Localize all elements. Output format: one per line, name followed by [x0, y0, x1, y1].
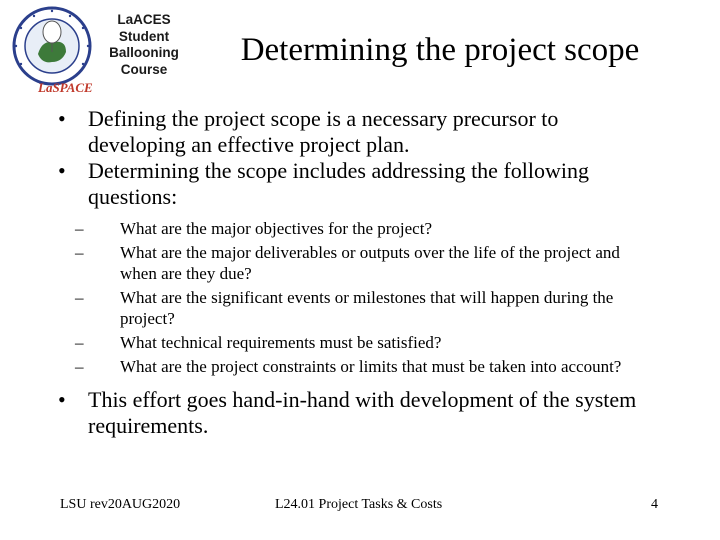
dash-icon: –: [75, 333, 84, 352]
bullet-icon: •: [58, 106, 66, 131]
bullet-item: [58, 106, 658, 158]
sub-bullet-item: [75, 356, 658, 377]
bullet-text: Defining the project scope is a necessary precursor to developing an effective project plan.: [88, 106, 559, 157]
bullet-list: [58, 106, 658, 439]
sub-bullet-text: What are the major deliverables or outputs over the life of the project and when are they due?: [120, 243, 620, 283]
sub-bullet-item: [75, 332, 658, 353]
laspace-brand: LaSPACE: [38, 80, 93, 95]
page-number: 4: [651, 497, 658, 512]
sub-bullet-text: What are the significant events or milestones that will happen during the project?: [120, 288, 614, 328]
sub-bullet-list: [75, 218, 658, 377]
sub-bullet-item: [75, 242, 658, 284]
dash-icon: –: [75, 357, 84, 376]
slide-title: Determining the project scope: [240, 32, 640, 68]
dash-icon: –: [75, 243, 84, 262]
dash-icon: –: [75, 288, 84, 307]
footer-lesson: L24.01 Project Tasks & Costs: [275, 497, 443, 512]
bullet-item: [58, 387, 658, 439]
bullet-icon: •: [58, 387, 66, 412]
logo-line: Student: [118, 28, 170, 44]
logo-line: LaACES: [117, 12, 171, 27]
laaces-seal-icon: [8, 4, 100, 96]
sub-bullet-text: What are the major objectives for the project?: [120, 219, 432, 238]
logo-line: Ballooning: [109, 45, 179, 60]
dash-icon: –: [75, 219, 84, 238]
sub-bullet-text: What are the project constraints or limits that must be taken into account?: [120, 357, 622, 376]
laaces-logo: [8, 4, 193, 96]
bullet-item: [58, 158, 658, 210]
bullet-text: Determining the scope includes addressing the following questions:: [88, 158, 589, 209]
logo-line: Course: [120, 61, 168, 77]
sub-bullet-text: What technical requirements must be satisfied?: [120, 333, 442, 352]
logo-wordmark: [104, 12, 184, 78]
footer-revision: LSU rev20AUG2020: [60, 497, 181, 512]
sub-bullet-item: [75, 218, 658, 239]
sub-bullet-item: [75, 287, 658, 329]
bullet-text: This effort goes hand-in-hand with development of the system requirements.: [88, 387, 637, 438]
bullet-icon: •: [58, 158, 66, 183]
